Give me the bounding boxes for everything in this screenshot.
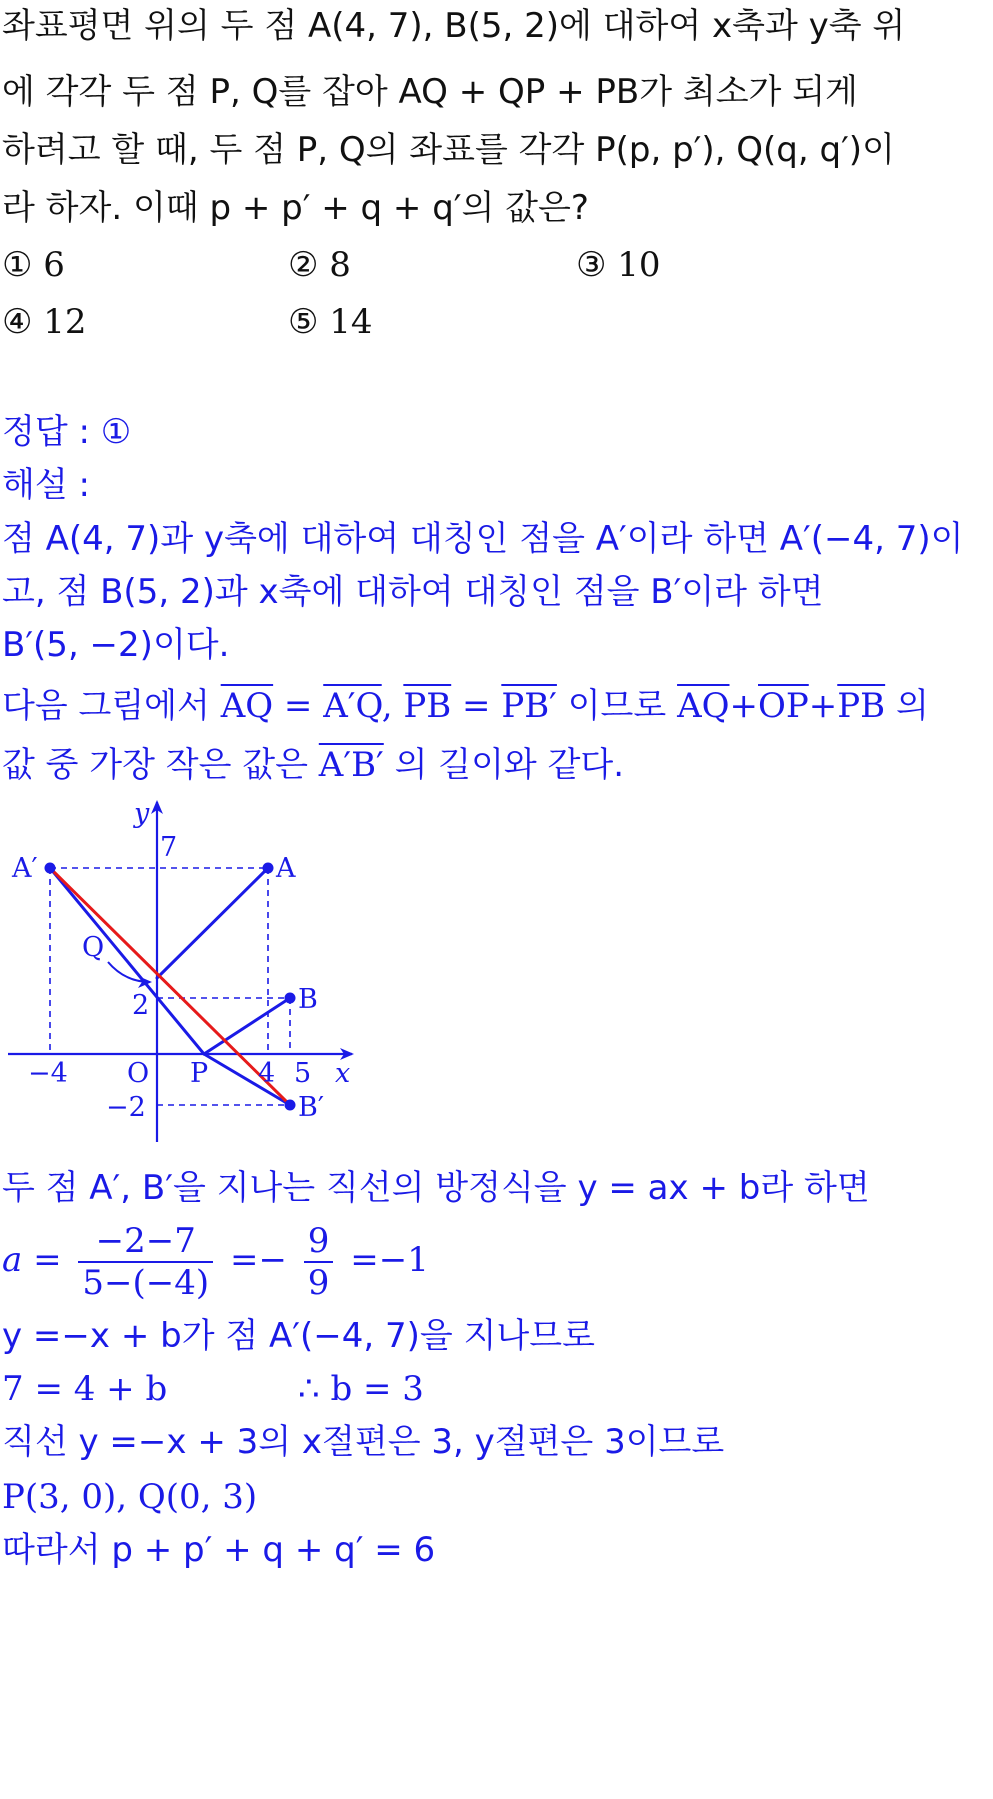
label-p: P [190, 1058, 209, 1089]
tick-label-neg4: −4 [28, 1058, 68, 1089]
solution-line-8: y =−x + b가 점 A′(−4, 7)을 지나므로 [2, 1316, 595, 1356]
segment-pb-prime: PB′ [501, 686, 557, 726]
shortest-path-line [50, 868, 290, 1105]
segment-a-prime-b-prime: A′B′ [318, 745, 384, 785]
y-axis-label: y [134, 798, 150, 829]
solution-line-12: 따라서 p + p′ + q + q′ = 6 [2, 1530, 436, 1570]
x-axis-label: x [335, 1058, 351, 1089]
coordinate-figure [0, 790, 420, 1150]
text-segment: 의 [885, 686, 929, 726]
equals-sign: = [451, 686, 502, 726]
slope-lhs: a = [2, 1240, 62, 1280]
choice-2[interactable]: ② 8 [288, 245, 351, 285]
point-b [285, 993, 296, 1004]
choice-5[interactable]: ⑤ 14 [288, 302, 373, 342]
slope-formula [2, 1218, 429, 1302]
solution-line-9a: 7 = 4 + b [2, 1369, 168, 1409]
text-segment: 다음 그림에서 [2, 686, 221, 726]
solution-line-6: 두 점 A′, B′을 지나는 직선의 방정식을 y = ax + b라 하면 [2, 1168, 870, 1208]
simplified-fraction [304, 1221, 334, 1303]
segment-a-prime-q: A′Q [323, 686, 382, 726]
solution-line-2: 고, 점 B(5, 2)과 x축에 대하여 대칭인 점을 B′이라 하면 [2, 572, 824, 612]
tick-label-7: 7 [160, 832, 178, 863]
tick-label-5: 5 [294, 1058, 312, 1089]
text-segment: 값 중 가장 작은 값은 [2, 745, 319, 785]
solution-line-10: 직선 y =−x + 3의 x절편은 3, y절편은 3이므로 [2, 1422, 725, 1462]
segment-op: $\overline{OP}$ [758, 686, 809, 726]
question-line-2 [2, 70, 858, 114]
simplified-numerator: 9 [304, 1221, 334, 1263]
label-origin: O [127, 1058, 150, 1089]
tick-label-4: 4 [258, 1058, 276, 1089]
slope-numerator: −2−7 [78, 1221, 213, 1263]
plus-sign: + [729, 686, 758, 726]
segment-pb: $\overline{PB}$ [403, 686, 452, 726]
slope-result: =−1 [350, 1240, 429, 1280]
equals-sign: = [273, 686, 324, 726]
simplified-denominator: 9 [307, 1263, 330, 1303]
question-line-2-text: 에 각각 두 점 P, Q를 잡아 AQ + QP + PB가 최소가 되게 [2, 72, 858, 112]
tick-label-2: 2 [132, 990, 150, 1021]
solution-heading: 해설 : [2, 465, 90, 505]
equals-minus: =− [229, 1240, 287, 1280]
choice-1[interactable]: ① 6 [2, 245, 65, 285]
solution-line-4 [2, 684, 929, 728]
label-b-prime: B′ [298, 1092, 324, 1123]
label-a: A [276, 853, 296, 884]
segment-pb: $\overline{PB}$ [837, 686, 886, 726]
point-a [263, 863, 274, 874]
label-q: Q [82, 932, 105, 963]
segment-aq: $\overline{AQ}$ [220, 686, 274, 726]
tick-label-neg2: −2 [106, 1092, 146, 1123]
label-a-prime: A′ [12, 853, 38, 884]
solution-line-5 [2, 743, 624, 787]
plus-sign: + [808, 686, 838, 726]
choice-3[interactable]: ③ 10 [576, 245, 661, 285]
question-line-1: 좌표평면 위의 두 점 A(4, 7), B(5, 2)에 대하여 x축과 y축 위 [2, 6, 906, 46]
text-segment: 이므로 [556, 686, 678, 726]
slope-denominator: 5−(−4) [82, 1263, 210, 1303]
point-b-prime [285, 1100, 296, 1111]
text-segment: 의 길이와 같다. [383, 745, 625, 785]
question-line-3: 하려고 할 때, 두 점 P, Q의 좌표를 각각 P(p, p′), Q(q, q′)이 [2, 130, 895, 170]
solution-line-11: P(3, 0), Q(0, 3) [2, 1477, 258, 1517]
choice-4[interactable]: ④ 12 [2, 302, 87, 342]
slope-fraction [78, 1221, 213, 1303]
point-a-prime [45, 863, 56, 874]
solution-line-1: 점 A(4, 7)과 y축에 대하여 대칭인 점을 A′이라 하면 A′(−4, 7)이 [2, 519, 964, 559]
comma: , [381, 686, 404, 726]
solution-line-3: B′(5, −2)이다. [2, 625, 230, 665]
question-line-4: 라 하자. 이때 p + p′ + q + q′의 값은? [2, 188, 589, 228]
solution-line-9b: ∴ b = 3 [298, 1369, 424, 1409]
answer-line: 정답 : ① [2, 412, 132, 452]
label-b: B [298, 984, 318, 1015]
segment-aq: $\overline{AQ}$ [677, 686, 730, 726]
